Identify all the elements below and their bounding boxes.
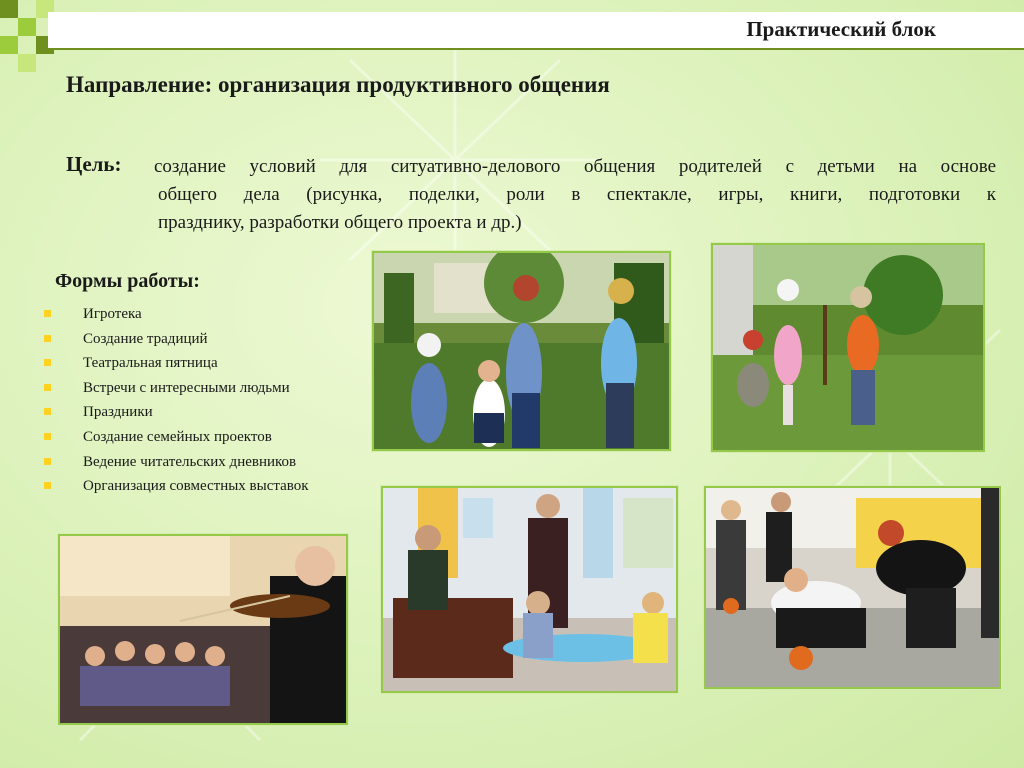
header-title: Практический блок (746, 17, 936, 41)
list-item-label: Организация совместных выставок (83, 478, 309, 495)
list-item-label: Встречи с интересными людьми (83, 379, 290, 396)
forms-title: Формы работы: (55, 270, 200, 292)
list-item-label: Создание традиций (83, 330, 208, 347)
list-item-label: Ведение читательских дневников (83, 453, 297, 470)
bullet-icon (44, 335, 51, 342)
goal-line: создание условий для ситуативно-делового общения родителей с детьми на основе (154, 156, 996, 177)
goal-line: общего дела (рисунка, поделки, роли в спектакле, игры, книги, подготовки к (158, 184, 996, 205)
list-item-label: Игротека (83, 306, 142, 322)
list-item-label: Праздники (83, 404, 153, 421)
list-item-label: Создание семейных проектов (83, 428, 272, 445)
photo-blindfold-game (704, 486, 1001, 689)
list-item (44, 329, 309, 354)
decor-square (0, 0, 18, 18)
direction-heading: Направление: организация продуктивного общения (66, 72, 610, 97)
list-item (44, 402, 309, 427)
bullet-icon (44, 433, 51, 440)
bullet-icon (44, 310, 51, 317)
list-item (44, 378, 309, 403)
decor-square (0, 36, 18, 54)
photo-garden-parents-kids (372, 251, 671, 451)
list-item-label: Театральная пятница (83, 355, 218, 372)
decor-square (18, 18, 36, 36)
goal-text (154, 153, 996, 237)
photo-classroom-meeting (381, 486, 678, 693)
bullet-icon (44, 482, 51, 489)
bullet-icon (44, 384, 51, 391)
photo-planting-trees (711, 243, 985, 452)
bullet-icon (44, 458, 51, 465)
list-item (44, 452, 309, 477)
forms-list (44, 304, 309, 501)
photo-violin-concert (58, 534, 348, 725)
list-item (44, 476, 309, 501)
list-item (44, 427, 309, 452)
decor-square (18, 54, 36, 72)
goal-line: празднику, разработки общего проекта и др.) (158, 212, 522, 233)
list-item (44, 304, 309, 329)
bullet-icon (44, 359, 51, 366)
list-item (44, 353, 309, 378)
goal-label: Цель: (66, 152, 122, 176)
bullet-icon (44, 408, 51, 415)
